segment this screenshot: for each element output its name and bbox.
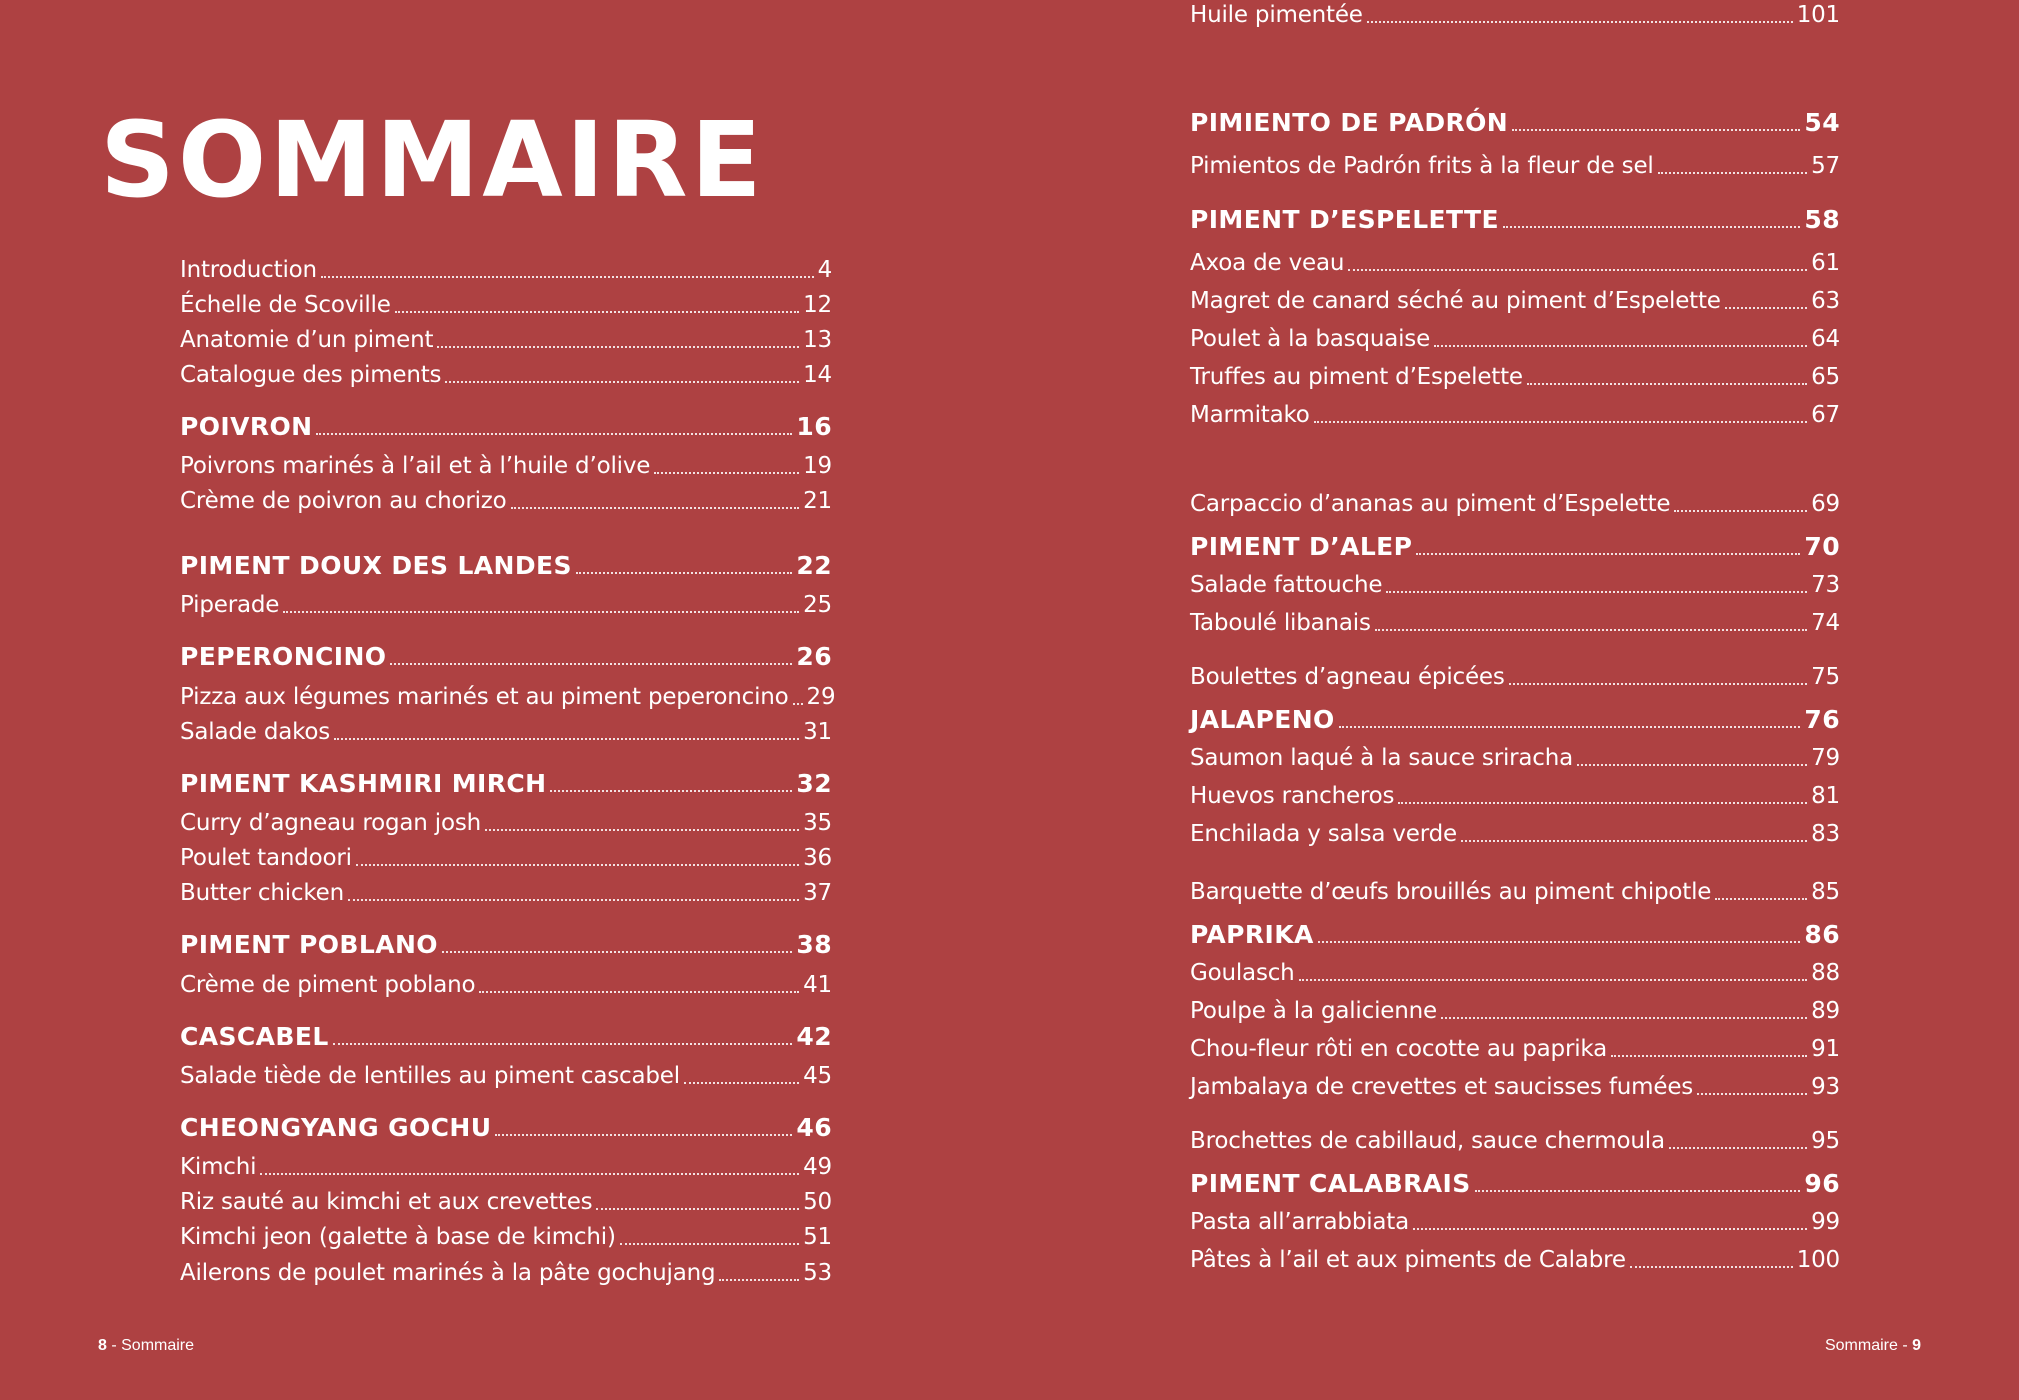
toc-page-number: 57 [1811,153,1840,179]
toc-entry-label: Boulettes d’agneau épicées [1190,664,1505,690]
toc-entry-label: PIMIENTO DE PADRÓN [1190,108,1509,137]
toc-entry-label: Pimientos de Padrón frits à la fleur de sel [1190,153,1654,179]
dot-leader [1503,226,1800,228]
dot-leader [1669,1147,1807,1149]
toc-entry-label: Catalogue des piments [180,362,442,388]
toc-entry-label: PIMENT D’ESPELETTE [1190,205,1499,234]
toc-page-number: 22 [796,551,832,580]
toc-entry [1190,1207,1840,1237]
dot-leader [495,1134,792,1136]
toc-entry [1190,662,1840,692]
toc-page-number: 81 [1811,783,1840,809]
toc-entry-label: Huevos rancheros [1190,783,1395,809]
toc-entry-label: CASCABEL [180,1022,329,1051]
toc-page-number: 46 [796,1113,832,1142]
toc-entry [1190,489,1840,519]
toc-page-number: 16 [796,412,832,441]
dot-leader [596,1208,799,1210]
toc-page-number: 38 [796,930,832,959]
dot-leader [1318,941,1801,943]
dot-leader [1674,510,1807,512]
dot-leader [1434,345,1807,347]
toc-entry [180,970,832,1000]
toc-entry-label: PIMENT DOUX DES LANDES [180,551,572,580]
toc-page-number: 25 [803,592,832,618]
dot-leader [1509,683,1807,685]
toc-section-heading [1190,1169,1840,1199]
toc-section-heading [180,930,832,960]
toc-page-number: 29 [806,684,836,710]
dot-leader [348,899,799,901]
toc-entry [180,1152,832,1182]
toc-entry [180,325,832,355]
toc-entry-label: Jambalaya de crevettes et saucisses fumées [1190,1074,1694,1100]
toc-page-number: 35 [803,810,832,836]
toc-entry-label: Salade dakos [180,719,331,745]
toc-entry-label: Curry d’agneau rogan josh [180,810,482,836]
toc-page-number: 86 [1804,920,1840,949]
toc-entry [1190,570,1840,600]
toc-section-heading [180,1022,832,1052]
toc-page-number: 12 [803,292,832,318]
toc-page-number: 75 [1811,664,1840,690]
toc-page-number: 19 [803,453,832,479]
toc-entry-label: Anatomie d’un piment [180,327,434,353]
dot-leader [445,381,799,383]
toc-entry [180,717,832,747]
toc-section-heading [180,642,832,672]
footer-separator: - [1897,1337,1913,1354]
dot-leader [1715,898,1807,900]
dot-leader [1398,802,1807,804]
toc-entry [180,1187,832,1217]
toc-entry [180,808,832,838]
toc-page-number: 76 [1804,705,1840,734]
page-number: 8 [98,1337,107,1354]
toc-page-number: 64 [1811,326,1840,352]
toc-entry-label: PIMENT D’ALEP [1190,532,1413,561]
toc-entry-label: Truffes au piment d’Espelette [1190,364,1523,390]
toc-page-number: 83 [1811,821,1840,847]
toc-section-heading [180,769,832,799]
dot-leader [1725,307,1807,309]
toc-entry [1190,781,1840,811]
dot-leader [283,611,799,613]
toc-entry [180,590,832,620]
toc-entry [180,1258,832,1288]
toc-entry [180,682,836,712]
toc-page-number: 36 [803,845,832,871]
toc-entry [1190,1126,1840,1156]
dot-leader [1630,1266,1793,1268]
toc-entry-label: Goulasch [1190,960,1295,986]
toc-section-heading [180,1113,832,1143]
toc-entry-label: Enchilada y salsa verde [1190,821,1457,847]
toc-entry-label: Pizza aux légumes marinés et au piment peperoncino [180,684,789,710]
toc-entry-label: PAPRIKA [1190,920,1314,949]
dot-leader [442,951,792,953]
toc-entry-label: Axoa de veau [1190,250,1345,276]
toc-page-number: 85 [1811,879,1840,905]
toc-entry-label: Taboulé libanais [1190,610,1371,636]
toc-entry-label: Carpaccio d’ananas au piment d’Espelette [1190,491,1671,517]
dot-leader [1475,1190,1801,1192]
toc-page-number: 74 [1811,610,1840,636]
page-title: SOMMAIRE [100,99,765,221]
toc-entry-label: Kimchi [180,1154,257,1180]
toc-page-number: 95 [1811,1128,1840,1154]
toc-entry-label: PEPERONCINO [180,642,387,671]
toc-section-heading [180,551,832,581]
dot-leader [1658,172,1808,174]
toc-entry-label: PIMENT CALABRAIS [1190,1169,1471,1198]
toc-page-number: 42 [796,1022,832,1051]
toc-page-number: 14 [803,362,832,388]
dot-leader [793,703,803,705]
toc-entry-label: Poulet tandoori [180,845,352,871]
toc-entry [1190,324,1840,354]
toc-page-number: 61 [1811,250,1840,276]
dot-leader [1611,1055,1807,1057]
toc-page-number: 31 [803,719,832,745]
toc-entry [180,451,832,481]
toc-entry [1190,400,1840,430]
toc-page-number: 32 [796,769,832,798]
toc-entry-label: POIVRON [180,412,313,441]
toc-page-number: 21 [803,488,832,514]
toc-entry [1190,958,1840,988]
toc-entry [1190,996,1840,1026]
toc-entry-label: Ailerons de poulet marinés à la pâte gochujang [180,1260,716,1286]
toc-entry [1190,248,1840,278]
dot-leader [1461,840,1807,842]
toc-page-number: 13 [803,327,832,353]
toc-section-heading [1190,532,1840,562]
dot-leader [1348,269,1807,271]
toc-page-number: 89 [1811,998,1840,1024]
dot-leader [511,507,800,509]
toc-entry-label: Crème de poivron au chorizo [180,488,507,514]
toc-page-number: 93 [1811,1074,1840,1100]
toc-entry [1190,877,1840,907]
toc-page-number: 45 [803,1063,832,1089]
toc-entry-label: Chou-fleur rôti en cocotte au paprika [1190,1036,1608,1062]
toc-entry-label: Barquette d’œufs brouillés au piment chipotle [1190,879,1712,905]
dot-leader [1512,129,1800,131]
toc-section-heading [180,412,832,442]
toc-entry-label: CHEONGYANG GOCHU [180,1113,492,1142]
dot-leader [334,738,799,740]
dot-leader [1527,383,1807,385]
toc-entry-label: Brochettes de cabillaud, sauce chermoula [1190,1128,1665,1154]
toc-entry [180,878,832,908]
toc-entry [1190,743,1840,773]
dot-leader [437,346,799,348]
toc-page-number: 100 [1796,1247,1840,1273]
toc-entry-label: PIMENT KASHMIRI MIRCH [180,769,547,798]
dot-leader [260,1173,799,1175]
dot-leader [1367,21,1793,23]
footer-label: Sommaire [1824,1337,1898,1354]
toc-page-number: 26 [796,642,832,671]
toc-page-number: 96 [1804,1169,1840,1198]
toc-entry [1190,608,1840,638]
toc-entry [180,843,832,873]
toc-entry-label: Butter chicken [180,880,344,906]
toc-page-number: 37 [803,880,832,906]
toc-entry [1190,819,1840,849]
toc-page-number: 69 [1811,491,1840,517]
dot-leader [1413,1228,1807,1230]
dot-leader [1697,1093,1807,1095]
toc-entry [1190,362,1840,392]
toc-entry-label: Poulet à la basquaise [1190,326,1431,352]
toc-entry [180,1222,832,1252]
dot-leader [1299,979,1808,981]
toc-section-heading [1190,108,1840,138]
footer-label: Sommaire [121,1337,195,1354]
toc-entry [1190,0,1840,30]
toc-entry-label: Poulpe à la galicienne [1190,998,1437,1024]
toc-entry-label: Introduction [180,257,317,283]
toc-entry-label: Marmitako [1190,402,1310,428]
toc-entry [180,255,832,285]
dot-leader [620,1243,799,1245]
dot-leader [1314,421,1807,423]
dot-leader [1386,591,1807,593]
dot-leader [395,311,799,313]
toc-entry-label: Piperade [180,592,280,618]
toc-entry [180,360,832,390]
toc-entry-label: Kimchi jeon (galette à base de kimchi) [180,1224,616,1250]
toc-page-number: 53 [803,1260,832,1286]
dot-leader [1339,726,1801,728]
toc-entry-label: Pasta all’arrabbiata [1190,1209,1410,1235]
toc-page-number: 70 [1804,532,1840,561]
dot-leader [719,1279,799,1281]
dot-leader [479,991,799,993]
toc-entry [180,486,832,516]
toc-entry-label: Riz sauté au kimchi et aux crevettes [180,1189,593,1215]
toc-page-number: 67 [1811,402,1840,428]
toc-page-number: 51 [803,1224,832,1250]
toc-entry [1190,1072,1840,1102]
dot-leader [1416,553,1800,555]
dot-leader [576,572,792,574]
dot-leader [1577,764,1807,766]
dot-leader [321,276,814,278]
toc-section-heading [1190,705,1840,735]
toc-entry-label: Huile pimentée [1190,2,1363,28]
toc-page-number: 58 [1804,205,1840,234]
toc-entry-label: Salade fattouche [1190,572,1383,598]
toc-entry-label: JALAPENO [1190,705,1335,734]
toc-page-number: 99 [1811,1209,1840,1235]
dot-leader [316,433,792,435]
toc-page-number: 91 [1811,1036,1840,1062]
toc-section-heading [1190,205,1840,235]
toc-entry [180,290,832,320]
toc-entry-label: Pâtes à l’ail et aux piments de Calabre [1190,1247,1626,1273]
footer-right [1825,1336,1921,1356]
toc-entry-label: Crème de piment poblano [180,972,476,998]
dot-leader [390,663,792,665]
toc-entry-label: Magret de canard séché au piment d’Espelette [1190,288,1721,314]
toc-page-number: 41 [803,972,832,998]
toc-page-number: 54 [1804,108,1840,137]
toc-page-number: 79 [1811,745,1840,771]
dot-leader [684,1082,799,1084]
toc-entry-label: Saumon laqué à la sauce sriracha [1190,745,1574,771]
toc-section-heading [1190,920,1840,950]
dot-leader [1441,1017,1807,1019]
toc-entry [1190,151,1840,181]
toc-entry [1190,1034,1840,1064]
footer-separator: - [106,1337,122,1354]
toc-entry-label: Salade tiède de lentilles au piment cascabel [180,1063,680,1089]
dot-leader [654,472,799,474]
toc-entry [180,1061,832,1091]
toc-page-number: 49 [803,1154,832,1180]
footer-left [98,1336,194,1356]
dot-leader [356,864,799,866]
toc-page-number: 73 [1811,572,1840,598]
page-number: 9 [1912,1337,1921,1354]
toc-entry-label: Échelle de Scoville [180,292,391,318]
toc-page-number: 88 [1811,960,1840,986]
toc-entry-label: PIMENT POBLANO [180,930,438,959]
dot-leader [485,829,799,831]
dot-leader [550,790,792,792]
toc-page-number: 50 [803,1189,832,1215]
toc-page-number: 4 [817,257,832,283]
dot-leader [1375,629,1807,631]
toc-entry [1190,1245,1840,1275]
toc-page-number: 101 [1796,2,1840,28]
dot-leader [333,1043,793,1045]
toc-page-number: 63 [1811,288,1840,314]
toc-entry-label: Poivrons marinés à l’ail et à l’huile d’olive [180,453,651,479]
toc-entry [1190,286,1840,316]
toc-page-number: 65 [1811,364,1840,390]
